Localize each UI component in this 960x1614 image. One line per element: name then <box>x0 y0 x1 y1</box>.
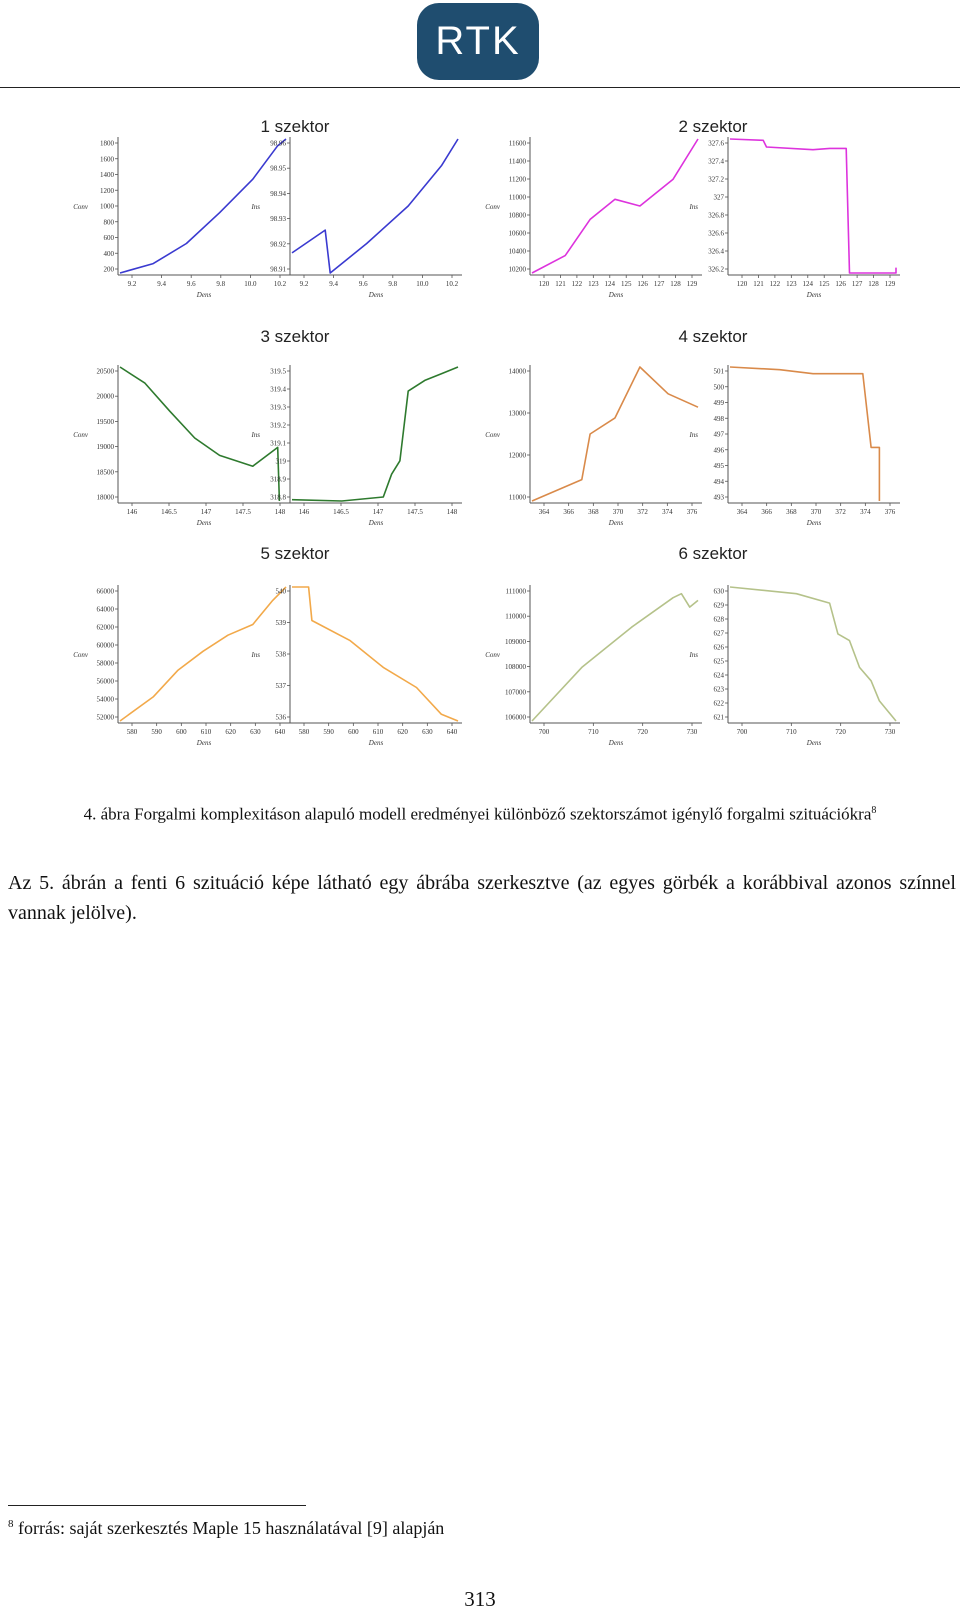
x-tick-label: 710 <box>588 728 599 736</box>
x-tick-label: 128 <box>868 280 879 288</box>
x-axis-label: Dens <box>806 739 822 747</box>
y-tick-label: 326.2 <box>708 265 724 274</box>
x-tick-label: 620 <box>397 728 408 736</box>
x-tick-label: 370 <box>612 508 624 516</box>
sector-title: 6 szektor <box>678 544 748 563</box>
y-tick-label: 1800 <box>100 139 114 148</box>
x-tick-label: 620 <box>225 728 236 736</box>
x-tick-label: 364 <box>538 508 550 516</box>
y-tick-label: 496 <box>713 446 724 455</box>
y-tick-label: 501 <box>713 367 724 376</box>
y-tick-label: 110000 <box>505 612 526 621</box>
y-tick-label: 327.6 <box>708 139 724 148</box>
x-tick-label: 123 <box>786 280 797 288</box>
y-tick-label: 11000 <box>508 493 526 502</box>
x-tick-label: 710 <box>786 728 797 736</box>
x-tick-label: 9.6 <box>186 280 196 288</box>
y-tick-label: 11200 <box>508 175 526 184</box>
data-curve <box>120 587 286 721</box>
x-tick-label: 720 <box>637 728 648 736</box>
y-tick-label: 11000 <box>508 193 526 202</box>
x-tick-label: 374 <box>860 508 871 516</box>
data-curve <box>292 139 458 273</box>
y-tick-label: 319.1 <box>270 439 286 448</box>
x-tick-label: 630 <box>250 728 261 736</box>
y-axis-label: Conv <box>73 203 88 211</box>
x-axis-label: Dens <box>368 739 384 747</box>
x-axis-label: Dens <box>196 291 212 299</box>
y-tick-label: 106000 <box>505 713 526 722</box>
y-tick-label: 623 <box>713 685 724 694</box>
x-axis-label: Dens <box>196 739 212 747</box>
x-axis-label: Dens <box>368 519 384 527</box>
y-tick-label: 495 <box>713 462 724 470</box>
y-tick-label: 621 <box>713 713 724 722</box>
sector-title: 2 szektor <box>678 117 748 136</box>
body-paragraph: Az 5. ábrán a fenti 6 szituáció képe látható egy ábrába szerkesztve (az egyes görbék a korábbival azonos színnel vannak jelölve). <box>8 872 956 924</box>
x-tick-label: 147 <box>200 508 212 516</box>
y-tick-label: 58000 <box>96 659 114 668</box>
y-axis-label: Conv <box>73 651 88 659</box>
y-tick-label: 52000 <box>96 713 114 722</box>
x-tick-label: 580 <box>126 728 138 736</box>
y-tick-label: 14000 <box>508 367 526 376</box>
x-axis-label: Dens <box>806 291 822 299</box>
y-tick-label: 107000 <box>505 688 526 697</box>
y-axis-label: Ins <box>251 203 260 211</box>
y-tick-label: 18500 <box>96 468 114 477</box>
y-tick-label: 56000 <box>96 677 114 686</box>
data-curve <box>532 367 698 501</box>
data-curve <box>120 139 286 273</box>
x-tick-label: 125 <box>818 280 830 288</box>
x-tick-label: 368 <box>588 508 599 516</box>
y-tick-label: 622 <box>713 699 724 708</box>
y-tick-label: 319.4 <box>270 385 286 394</box>
y-axis-label: Conv <box>485 651 500 659</box>
y-tick-label: 10800 <box>508 211 526 220</box>
y-tick-label: 1400 <box>100 171 114 179</box>
x-tick-label: 9.6 <box>358 280 368 288</box>
y-tick-label: 400 <box>103 249 114 258</box>
footnote-number: 8 <box>8 1518 14 1530</box>
figure-caption <box>30 798 930 827</box>
x-tick-label: 129 <box>884 280 896 288</box>
x-tick-label: 366 <box>563 508 574 516</box>
y-tick-label: 625 <box>713 657 724 666</box>
y-tick-label: 539 <box>275 619 286 627</box>
y-tick-label: 11400 <box>508 157 526 166</box>
x-tick-label: 10.0 <box>416 280 429 288</box>
y-axis-label: Ins <box>251 431 260 439</box>
header-rule <box>0 87 960 88</box>
footnote <box>8 1518 444 1539</box>
y-tick-label: 499 <box>713 399 724 407</box>
y-tick-label: 540 <box>275 587 286 596</box>
y-tick-label: 1000 <box>100 202 114 211</box>
y-tick-label: 10200 <box>508 265 526 274</box>
sector-title: 4 szektor <box>678 327 748 346</box>
x-tick-label: 121 <box>753 280 764 288</box>
x-tick-label: 364 <box>736 508 748 516</box>
y-tick-label: 494 <box>713 477 724 486</box>
x-tick-label: 9.2 <box>299 280 309 288</box>
x-tick-label: 374 <box>662 508 673 516</box>
y-tick-label: 537 <box>275 682 286 690</box>
x-tick-label: 10.2 <box>445 280 459 288</box>
y-tick-label: 498 <box>713 414 724 423</box>
x-tick-label: 730 <box>686 728 698 736</box>
y-tick-label: 327.2 <box>708 175 724 184</box>
data-curve <box>730 367 879 501</box>
x-tick-label: 126 <box>835 280 846 288</box>
y-tick-label: 536 <box>275 713 286 722</box>
x-tick-label: 370 <box>810 508 822 516</box>
y-tick-label: 319.2 <box>270 421 286 430</box>
y-tick-label: 19500 <box>96 417 114 426</box>
y-axis-label: Ins <box>251 651 260 659</box>
x-tick-label: 127 <box>653 280 665 288</box>
x-tick-label: 372 <box>835 508 846 516</box>
x-tick-label: 127 <box>851 280 863 288</box>
logo-text: RTK <box>435 19 521 63</box>
y-tick-label: 628 <box>713 615 724 624</box>
x-tick-label: 146.5 <box>161 508 177 516</box>
y-tick-label: 319.5 <box>270 367 286 376</box>
y-tick-label: 111000 <box>505 587 526 596</box>
y-axis-label: Ins <box>689 651 698 659</box>
x-tick-label: 700 <box>736 728 748 736</box>
x-tick-label: 376 <box>686 508 698 516</box>
x-tick-label: 10.0 <box>244 280 257 288</box>
y-tick-label: 318.8 <box>270 493 286 502</box>
y-tick-label: 493 <box>713 493 724 502</box>
y-tick-label: 98.93 <box>270 215 286 224</box>
y-tick-label: 327 <box>713 193 724 202</box>
x-axis-label: Dens <box>608 519 624 527</box>
x-tick-label: 610 <box>200 728 212 736</box>
data-curve <box>730 139 896 273</box>
y-tick-label: 500 <box>713 383 724 392</box>
x-tick-label: 9.2 <box>127 280 137 288</box>
y-axis-label: Conv <box>485 203 500 211</box>
y-tick-label: 327.4 <box>708 157 724 166</box>
y-tick-label: 10600 <box>508 229 526 238</box>
y-tick-label: 20000 <box>96 392 114 401</box>
y-tick-label: 326.8 <box>708 211 724 220</box>
footnote-text: forrás: saját szerkesztés Maple 15 használatával [9] alapján <box>18 1518 445 1538</box>
y-axis-label: Conv <box>485 431 500 439</box>
x-axis-label: Dens <box>608 291 624 299</box>
y-tick-label: 11600 <box>508 139 526 148</box>
page-number: 313 <box>464 1587 496 1611</box>
y-tick-label: 13000 <box>508 409 526 418</box>
y-tick-label: 109000 <box>505 637 526 646</box>
y-tick-label: 538 <box>275 650 286 659</box>
x-tick-label: 147 <box>372 508 384 516</box>
x-tick-label: 640 <box>446 728 458 736</box>
x-tick-label: 580 <box>298 728 310 736</box>
x-tick-label: 9.8 <box>216 280 226 288</box>
y-tick-label: 800 <box>103 218 114 227</box>
x-tick-label: 640 <box>274 728 286 736</box>
data-curve <box>532 594 698 721</box>
x-axis-label: Dens <box>196 519 212 527</box>
x-tick-label: 129 <box>686 280 698 288</box>
footnote-rule <box>8 1505 306 1506</box>
y-tick-label: 326.4 <box>708 247 724 256</box>
x-tick-label: 600 <box>348 728 359 736</box>
y-tick-label: 98.92 <box>270 240 286 249</box>
x-tick-label: 9.4 <box>157 280 166 288</box>
x-tick-label: 123 <box>588 280 599 288</box>
y-tick-label: 18000 <box>96 493 114 502</box>
x-axis-label: Dens <box>368 291 384 299</box>
x-tick-label: 366 <box>761 508 772 516</box>
y-tick-label: 108000 <box>505 663 526 672</box>
y-tick-label: 10400 <box>508 247 526 256</box>
y-tick-label: 319.3 <box>270 403 286 412</box>
sector-title: 5 szektor <box>260 544 330 563</box>
y-tick-label: 12000 <box>508 451 526 460</box>
x-tick-label: 146.5 <box>333 508 349 516</box>
y-tick-label: 1600 <box>100 155 114 164</box>
x-tick-label: 720 <box>835 728 846 736</box>
y-tick-label: 20500 <box>96 367 114 376</box>
y-tick-label: 600 <box>103 234 114 242</box>
x-tick-label: 124 <box>604 280 616 288</box>
caption-text: 4. ábra Forgalmi komplexitáson alapuló modell eredményei különböző szektorszámot igénylő forgalmi szituációkra <box>83 804 872 824</box>
y-axis-label: Ins <box>689 203 698 211</box>
y-axis-label: Conv <box>73 431 88 439</box>
y-tick-label: 54000 <box>96 695 114 704</box>
y-tick-label: 19000 <box>96 443 114 452</box>
x-tick-label: 368 <box>786 508 797 516</box>
x-axis-label: Dens <box>608 739 624 747</box>
x-tick-label: 122 <box>769 280 781 288</box>
x-tick-label: 376 <box>884 508 896 516</box>
y-tick-label: 497 <box>713 430 724 439</box>
x-tick-label: 125 <box>620 280 632 288</box>
x-tick-label: 148 <box>274 508 286 516</box>
x-tick-label: 146 <box>126 508 138 516</box>
x-tick-label: 730 <box>884 728 896 736</box>
y-tick-label: 200 <box>103 265 114 274</box>
y-tick-label: 319 <box>275 457 286 466</box>
y-tick-label: 318.9 <box>270 475 286 484</box>
x-tick-label: 147.5 <box>235 508 251 516</box>
data-curve <box>532 139 698 273</box>
y-tick-label: 98.96 <box>270 139 286 148</box>
figure-canvas <box>0 95 960 775</box>
x-tick-label: 146 <box>298 508 310 516</box>
y-tick-label: 64000 <box>96 605 114 614</box>
data-curve <box>292 367 458 501</box>
sector-title: 3 szektor <box>260 327 330 346</box>
x-tick-label: 148 <box>446 508 458 516</box>
figure-sector-charts <box>0 95 960 775</box>
x-tick-label: 126 <box>637 280 648 288</box>
x-tick-label: 9.4 <box>329 280 338 288</box>
y-tick-label: 66000 <box>96 587 114 596</box>
sector-title: 1 szektor <box>260 117 330 136</box>
caption-footnote-ref[interactable]: 8 <box>871 805 877 816</box>
y-tick-label: 98.95 <box>270 164 286 173</box>
x-tick-label: 590 <box>151 728 162 736</box>
y-tick-label: 60000 <box>96 641 114 650</box>
x-tick-label: 610 <box>372 728 384 736</box>
x-tick-label: 128 <box>670 280 681 288</box>
x-tick-label: 700 <box>538 728 550 736</box>
y-tick-label: 1200 <box>100 186 114 195</box>
y-tick-label: 98.94 <box>270 189 286 198</box>
x-tick-label: 10.2 <box>273 280 287 288</box>
y-tick-label: 627 <box>713 629 724 638</box>
x-tick-label: 372 <box>637 508 648 516</box>
data-curve <box>292 587 458 721</box>
x-tick-label: 600 <box>176 728 187 736</box>
x-tick-label: 122 <box>571 280 583 288</box>
y-tick-label: 326.6 <box>708 229 724 238</box>
y-axis-label: Ins <box>689 431 698 439</box>
y-tick-label: 629 <box>713 601 724 610</box>
data-curve <box>730 587 896 721</box>
x-tick-label: 120 <box>736 280 748 288</box>
x-tick-label: 121 <box>555 280 566 288</box>
x-tick-label: 124 <box>802 280 814 288</box>
y-tick-label: 630 <box>713 587 724 596</box>
x-axis-label: Dens <box>806 519 822 527</box>
x-tick-label: 9.8 <box>388 280 398 288</box>
y-tick-label: 62000 <box>96 623 114 632</box>
x-tick-label: 630 <box>422 728 433 736</box>
y-tick-label: 98.91 <box>270 265 286 274</box>
y-tick-label: 626 <box>713 643 724 652</box>
x-tick-label: 147.5 <box>407 508 423 516</box>
rtk-logo <box>417 3 539 80</box>
x-tick-label: 120 <box>538 280 550 288</box>
y-tick-label: 624 <box>713 671 724 680</box>
x-tick-label: 590 <box>323 728 334 736</box>
